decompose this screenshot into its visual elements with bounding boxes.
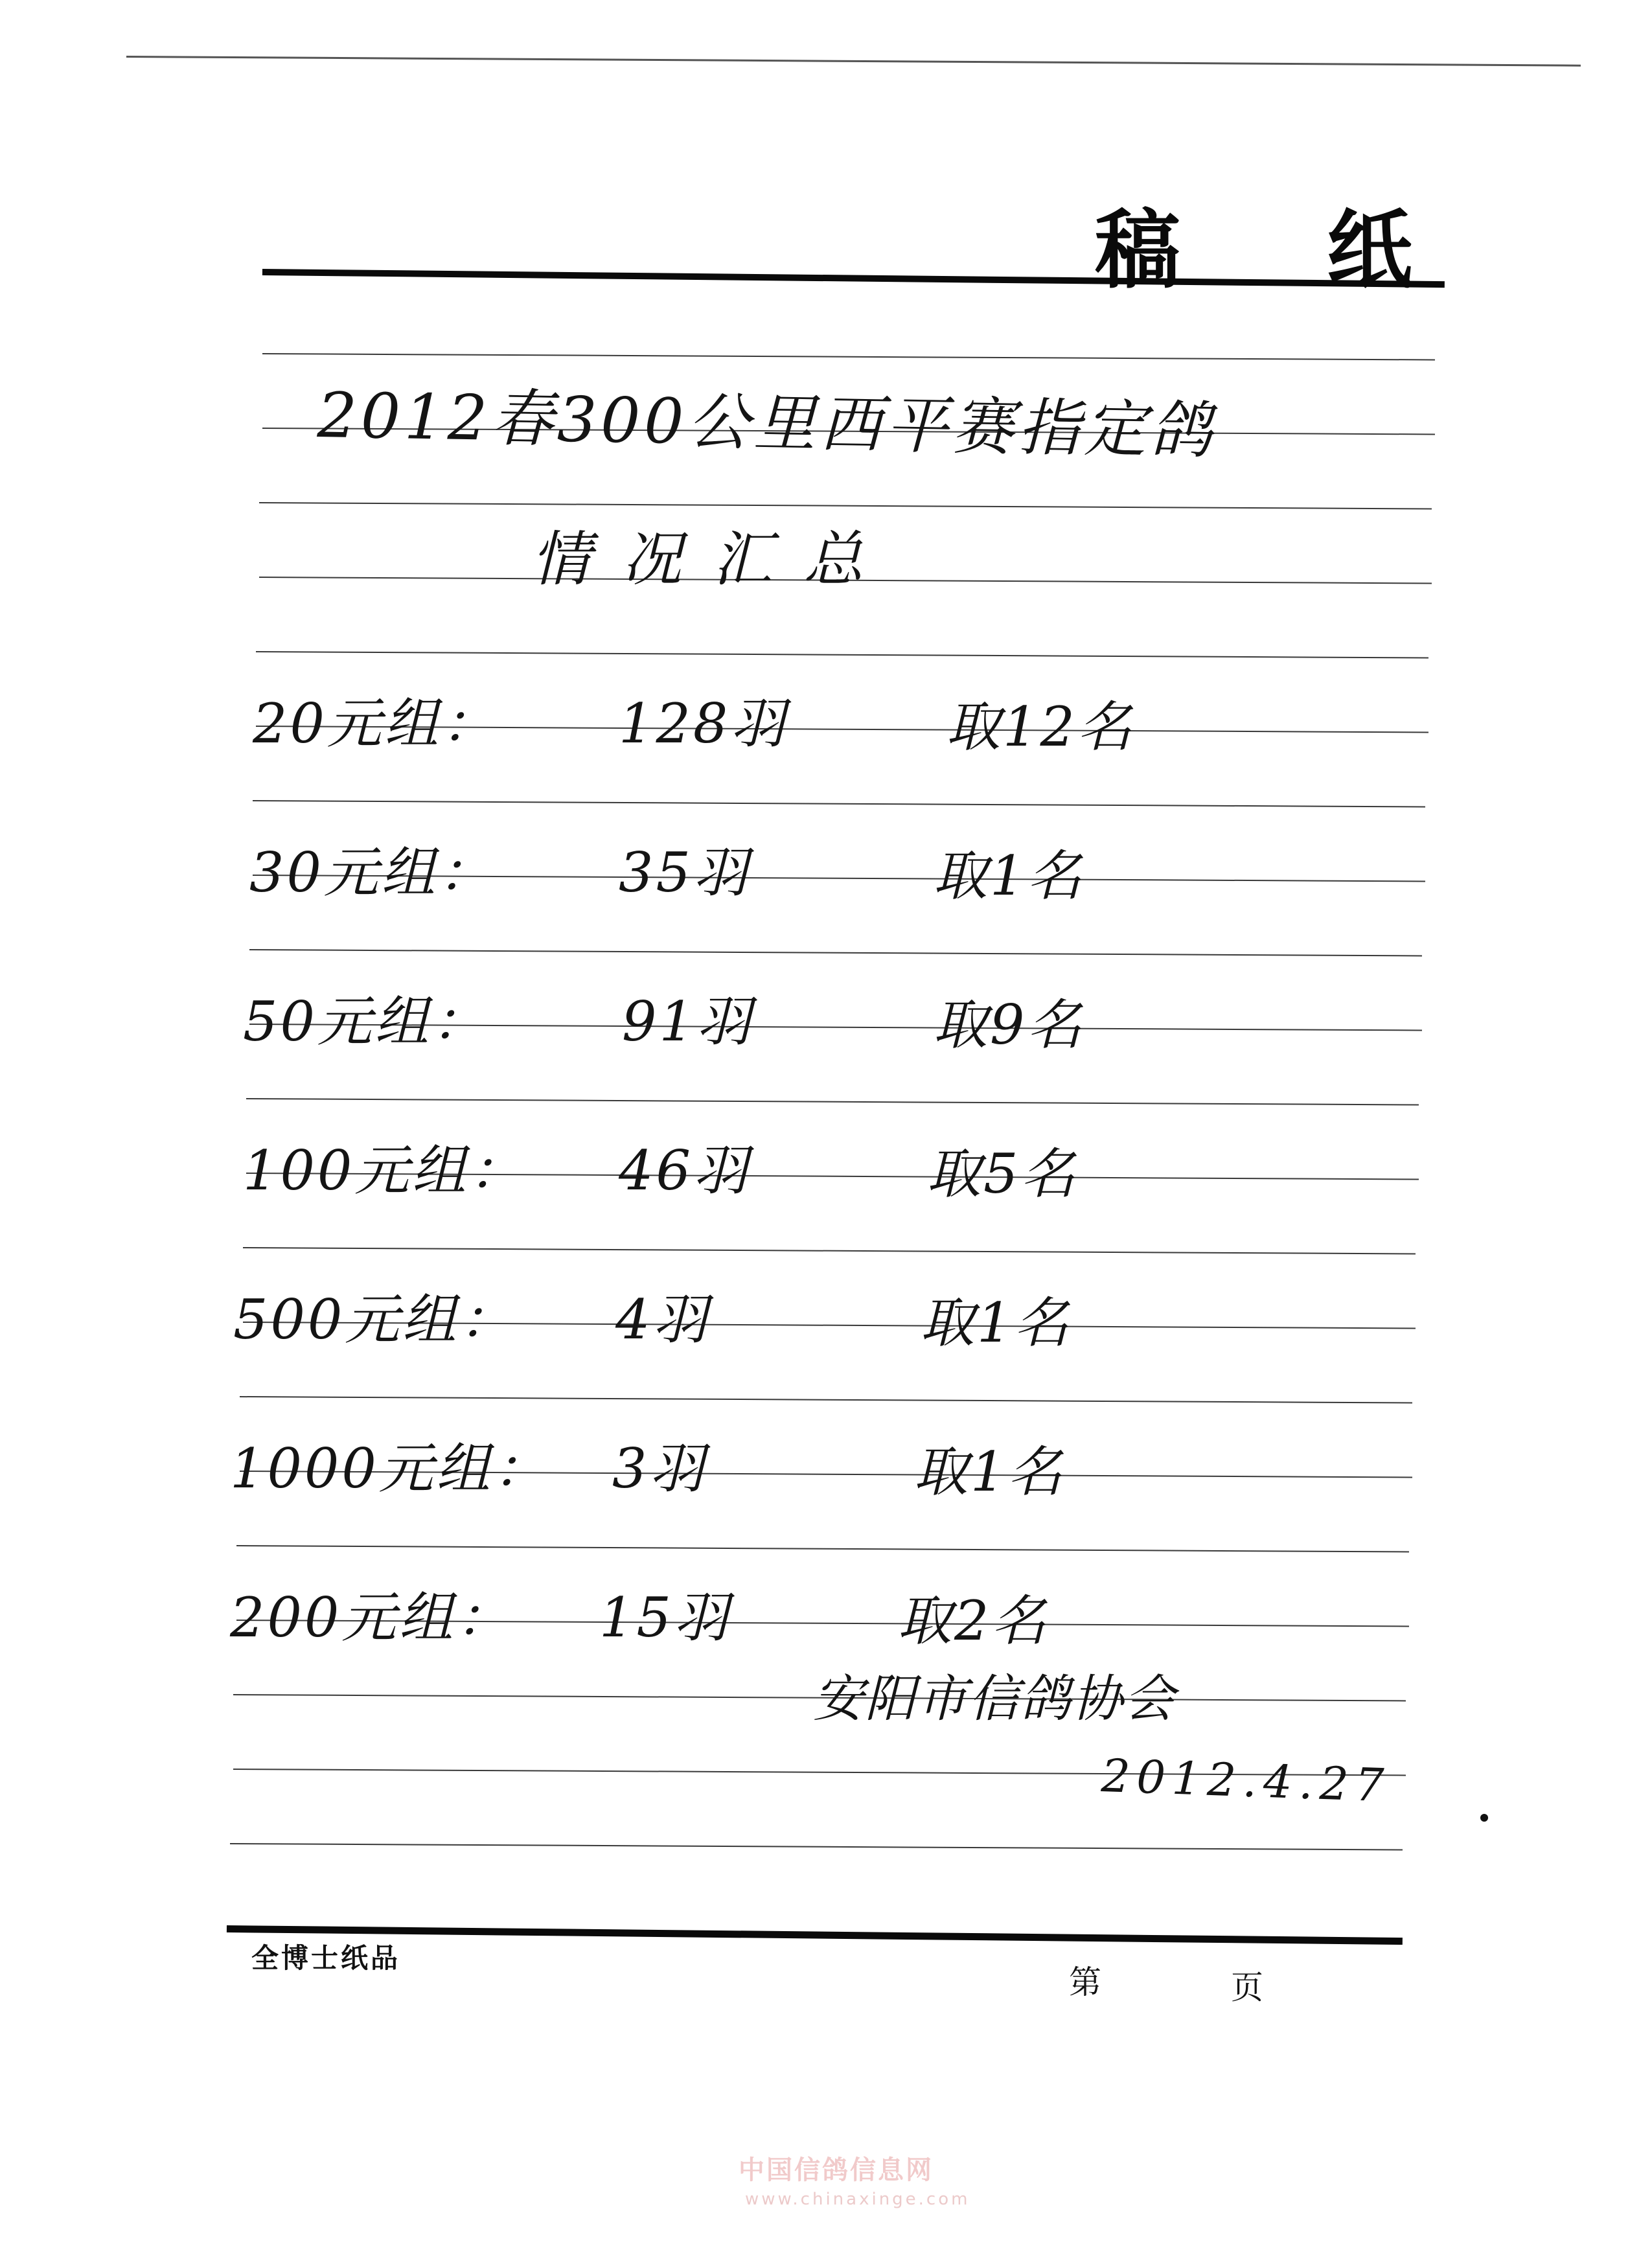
signature-date: 2012.4.27 bbox=[1100, 1749, 1392, 1813]
take-cell: 取9名 bbox=[933, 993, 1084, 1057]
take-cell: 取2名 bbox=[897, 1589, 1049, 1653]
ruled-line bbox=[236, 1545, 1409, 1552]
group-cell: 200元组： bbox=[230, 1586, 513, 1649]
count-cell: 4羽 bbox=[615, 1288, 710, 1351]
document-title: 2012春300公里西平赛指定鸽 bbox=[316, 379, 1217, 468]
page-number-prefix: 第 bbox=[1069, 1964, 1101, 2001]
count-cell: 46羽 bbox=[619, 1139, 750, 1202]
scan-edge-line bbox=[126, 56, 1581, 67]
footer-rule bbox=[227, 1925, 1403, 1945]
ruled-line bbox=[249, 949, 1422, 956]
count-cell: 128羽 bbox=[619, 692, 788, 755]
group-cell: 1000元组： bbox=[230, 1437, 550, 1500]
count-cell: 15羽 bbox=[599, 1586, 731, 1649]
group-cell: 20元组： bbox=[253, 692, 498, 755]
ruled-line bbox=[256, 651, 1428, 658]
ruled-line bbox=[246, 1098, 1419, 1105]
take-cell: 取12名 bbox=[946, 695, 1134, 759]
group-cell: 100元组： bbox=[243, 1139, 526, 1202]
take-cell: 取1名 bbox=[913, 1440, 1065, 1504]
scan-speck bbox=[1480, 1814, 1488, 1822]
ruled-line bbox=[259, 502, 1432, 509]
group-cell: 30元组： bbox=[249, 841, 495, 904]
ruled-line bbox=[243, 1247, 1416, 1254]
document-subtitle: 情况汇总 bbox=[531, 525, 895, 594]
page-number-suffix: 页 bbox=[1231, 1969, 1263, 2006]
count-cell: 3羽 bbox=[612, 1437, 707, 1500]
ruled-line bbox=[240, 1396, 1412, 1403]
ruled-line bbox=[230, 1843, 1403, 1850]
ruled-line bbox=[262, 353, 1435, 360]
take-cell: 取1名 bbox=[920, 1291, 1072, 1355]
take-cell: 取5名 bbox=[926, 1142, 1078, 1206]
paper-title: 稿 纸 bbox=[1095, 200, 1471, 301]
signature: 安阳市信鸽协会 bbox=[813, 1670, 1176, 1728]
take-cell: 取1名 bbox=[933, 844, 1084, 908]
paper-brand: 全博士纸品 bbox=[251, 1942, 401, 1974]
watermark-site-name: 中国信鸽信息网 bbox=[739, 2155, 934, 2185]
group-cell: 500元组： bbox=[233, 1288, 516, 1351]
group-cell: 50元组： bbox=[243, 990, 488, 1053]
count-cell: 91羽 bbox=[622, 990, 753, 1053]
count-cell: 35羽 bbox=[619, 841, 750, 904]
ruled-line bbox=[253, 800, 1425, 807]
watermark-url: www.chinaxinge.com bbox=[745, 2190, 970, 2209]
